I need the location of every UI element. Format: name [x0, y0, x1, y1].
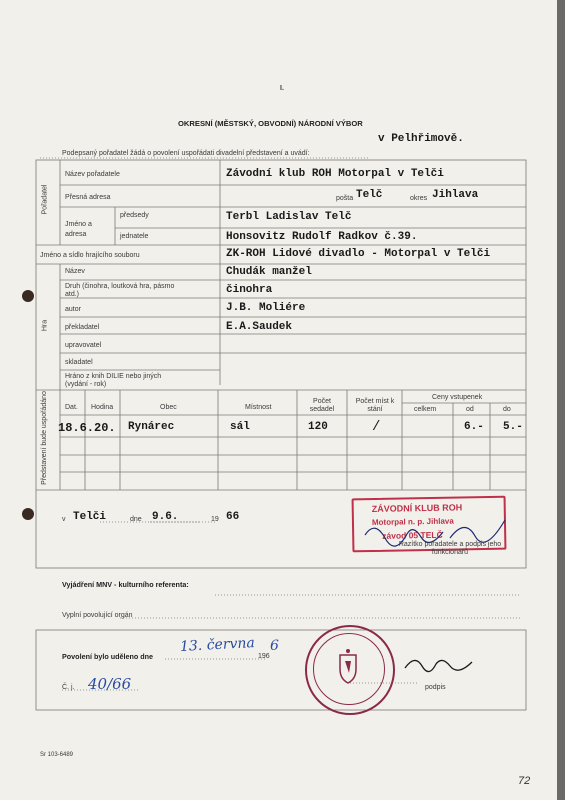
seal-emblem-icon: [305, 625, 391, 711]
page-number: 72: [518, 775, 531, 787]
ref-label: Č. j.: [62, 684, 75, 691]
chairman-value: Terbl Ladislav Telč: [226, 211, 352, 223]
col-hour: Hodina: [91, 404, 114, 411]
granted-year-prefix: 196: [258, 653, 270, 660]
agent-value: Honsovitz Rudolf Radkov č.39.: [226, 231, 418, 243]
stamp-line-3: závod 05 TELČ: [382, 529, 443, 541]
post-value: Telč: [356, 189, 383, 201]
request-text: Podepsaný pořadatel žádá o povolení uspořádati divadelní představení a uvádí:: [62, 150, 310, 157]
stamp-line-2: Motorpal n. p. Jihlava: [371, 516, 454, 527]
official-signature: [400, 650, 480, 680]
play-kind-label: Druh (činohra, loutková hra, pásmo atd.): [65, 283, 175, 298]
district-label: okres: [410, 195, 428, 202]
granted-label: Povolení bylo uděleno dne: [62, 652, 154, 661]
col-from: od: [466, 406, 474, 413]
col-standing: Počet míst k stání: [355, 398, 395, 413]
office-location: v Pelhřimově.: [378, 133, 464, 145]
perf-hour: 20.: [94, 421, 116, 435]
mnv-opinion-label: Vyjádření MNV - kulturního referenta:: [62, 580, 189, 589]
translator-label: překladatel: [65, 324, 100, 331]
persons-label: Jméno a adresa: [65, 221, 92, 238]
composer-label: skladatel: [65, 359, 93, 366]
author-label: autor: [65, 306, 81, 313]
col-town: Obec: [160, 404, 177, 411]
perf-town: Rynárec: [128, 421, 175, 433]
office-title: OKRESNÍ (MĚSTSKÝ, OBVODNÍ) NÁRODNÍ VÝBOR: [178, 119, 363, 128]
ensemble-label: Jméno a sídlo hrajícího souboru: [40, 252, 140, 259]
adapter-label: upravovatel: [65, 342, 102, 349]
translator-value: E.A.Saudek: [226, 321, 293, 333]
perf-venue: sál: [230, 421, 250, 433]
col-seated: Počet sedadel: [309, 398, 335, 413]
stamp-caption: Razítko pořadatele a podpis jeho funkcionářů: [398, 541, 502, 556]
perf-standing: /: [372, 419, 381, 435]
perf-from: 6.-: [464, 421, 484, 433]
organizer-name-value: Závodní klub ROH Motorpal v Telči: [226, 168, 444, 180]
col-date: Dat.: [65, 404, 78, 411]
play-kind-value: činohra: [226, 284, 273, 296]
year-prefix: 19: [211, 516, 219, 523]
official-seal: [305, 625, 395, 715]
chairman-label: předsedy: [120, 212, 149, 219]
place-prefix: v: [62, 516, 66, 523]
signature-label: podpis: [425, 684, 446, 691]
perf-seated: 120: [308, 421, 328, 433]
performance-section-label: Představení bude uspořádáno: [41, 391, 48, 485]
perf-date: 18.6.: [58, 421, 95, 435]
sign-year: 66: [226, 511, 240, 523]
play-title-label: Název: [65, 268, 85, 275]
play-title-value: Chudák manžel: [226, 266, 312, 278]
granted-year: 6: [270, 638, 279, 654]
source-label: Hráno z knih DILIE nebo jiných (vydání - rok): [65, 373, 162, 388]
page-marker: I.: [280, 85, 284, 92]
place-value: Telči: [73, 511, 107, 523]
col-to: do: [503, 406, 511, 413]
col-prices: Ceny vstupenek: [432, 394, 483, 401]
stamp-line-1: ZÁVODNÍ KLUB ROH: [371, 502, 463, 514]
granted-date: 13. června: [179, 635, 256, 655]
col-total: celkem: [414, 406, 437, 413]
form-code: Sr 103-6489: [40, 752, 74, 758]
agent-label: jednatele: [120, 233, 149, 240]
organizer-section-label: Pořadatel: [41, 184, 49, 215]
col-venue: Místnost: [245, 404, 272, 411]
play-section-label: Hra: [41, 319, 49, 332]
organizer-name-label: Název pořadatele: [65, 171, 120, 178]
authority-label: Vyplní povolující orgán: [62, 612, 133, 619]
sign-day-month: 9.6.: [152, 511, 179, 523]
date-prefix: dne: [130, 516, 142, 523]
author-value: J.B. Moliére: [226, 302, 306, 314]
address-label: Přesná adresa: [65, 194, 111, 201]
district-value: Jihlava: [432, 189, 479, 201]
perf-to: 5.-: [503, 421, 523, 433]
ref-value: 40/66: [88, 675, 132, 693]
ensemble-value: ZK-ROH Lidové divadlo - Motorpal v Telči: [226, 248, 491, 260]
post-label: pošta: [336, 195, 354, 202]
